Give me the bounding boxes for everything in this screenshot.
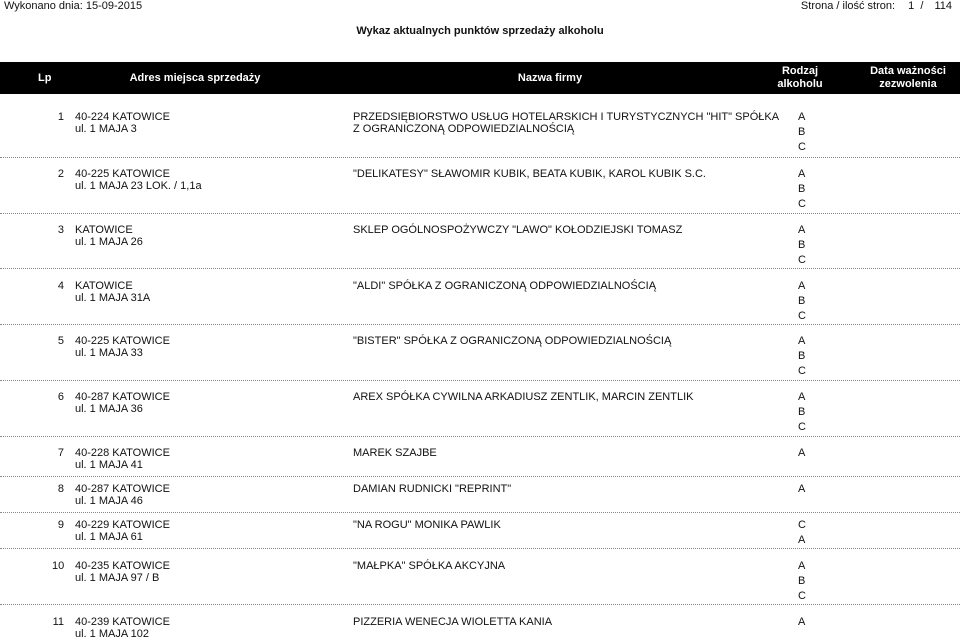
row-firm bbox=[353, 391, 693, 403]
row-firm bbox=[353, 483, 511, 495]
row-alcohol-type: C bbox=[798, 310, 806, 322]
row-lp: 6 bbox=[57, 391, 64, 403]
row-alcohol-type: A bbox=[798, 280, 806, 292]
row-alcohol-types bbox=[798, 447, 805, 462]
row-alcohol-type: A bbox=[798, 224, 806, 236]
row-firm-line1: AREX SPÓŁKA CYWILNA ARKADIUSZ ZENTLIK, MARCIN ZENTLIK bbox=[353, 391, 694, 403]
row-alcohol-types bbox=[798, 391, 806, 436]
row-alcohol-types bbox=[798, 519, 806, 549]
row-firm-line1: "NA ROGU" MONIKA PAWLIK bbox=[353, 519, 501, 531]
row-firm-line1: "ALDI" SPÓŁKA Z OGRANICZONĄ ODPOWIEDZIALNOŚCIĄ bbox=[353, 280, 657, 292]
table-header bbox=[0, 62, 960, 94]
row-address-city: 40-287 KATOWICE bbox=[75, 483, 170, 495]
row-address bbox=[75, 560, 170, 584]
row-address bbox=[75, 616, 170, 640]
row-separator bbox=[0, 512, 960, 513]
row-lp: 8 bbox=[57, 483, 64, 495]
page-label: Strona / ilość stron: bbox=[800, 0, 896, 12]
row-address-street: ul. 1 MAJA 3 bbox=[75, 123, 137, 135]
page-current: 1 bbox=[908, 0, 915, 12]
row-separator bbox=[0, 604, 960, 605]
row-alcohol-types bbox=[798, 111, 806, 156]
row-address bbox=[75, 280, 150, 304]
row-address-street: ul. 1 MAJA 41 bbox=[75, 459, 143, 471]
row-alcohol-type: B bbox=[798, 239, 806, 251]
row-alcohol-type: C bbox=[798, 519, 806, 531]
header-lp: Lp bbox=[38, 72, 52, 84]
row-address-city: 40-224 KATOWICE bbox=[75, 111, 170, 123]
row-alcohol-type: B bbox=[798, 295, 806, 307]
row-address-street: ul. 1 MAJA 31A bbox=[75, 292, 151, 304]
row-alcohol-type: C bbox=[798, 254, 806, 266]
row-lp: 11 bbox=[52, 616, 64, 628]
row-address-street: ul. 1 MAJA 97 / B bbox=[75, 572, 160, 584]
row-firm bbox=[353, 560, 505, 572]
row-separator bbox=[0, 436, 960, 437]
header-date bbox=[858, 65, 958, 90]
row-firm bbox=[353, 616, 552, 628]
row-address bbox=[75, 111, 170, 135]
row-alcohol-type: B bbox=[798, 126, 806, 138]
header-firm: Nazwa firmy bbox=[517, 72, 583, 84]
header-type-line1: Rodzaj bbox=[781, 65, 819, 77]
row-alcohol-type: A bbox=[798, 447, 806, 459]
row-address-street: ul. 1 MAJA 36 bbox=[75, 403, 143, 415]
header-type-line2: alkoholu bbox=[777, 78, 823, 90]
row-address-city: 40-228 KATOWICE bbox=[75, 447, 170, 459]
row-firm bbox=[353, 224, 682, 236]
row-firm bbox=[353, 447, 437, 459]
generated-date: Wykonano dnia: 15-09-2015 bbox=[4, 0, 143, 12]
row-separator bbox=[0, 213, 960, 214]
row-alcohol-type: B bbox=[798, 406, 806, 418]
row-address-city: 40-235 KATOWICE bbox=[75, 560, 170, 572]
row-address bbox=[75, 391, 170, 415]
row-firm bbox=[353, 111, 779, 135]
row-alcohol-type: A bbox=[798, 335, 806, 347]
row-address bbox=[75, 519, 170, 543]
row-alcohol-type: C bbox=[798, 421, 806, 433]
row-address-street: ul. 1 MAJA 33 bbox=[75, 347, 143, 359]
row-alcohol-type: A bbox=[798, 168, 806, 180]
row-address-street: ul. 1 MAJA 23 LOK. / 1,1a bbox=[75, 180, 202, 192]
row-lp: 10 bbox=[52, 560, 65, 572]
row-alcohol-type: A bbox=[798, 111, 806, 123]
row-address-city: 40-239 KATOWICE bbox=[75, 616, 170, 628]
row-address bbox=[75, 447, 170, 471]
row-firm-line1: DAMIAN RUDNICKI "REPRINT" bbox=[353, 483, 512, 495]
row-firm bbox=[353, 335, 671, 347]
row-firm-line2: Z OGRANICZONĄ ODPOWIEDZIALNOŚCIĄ bbox=[353, 123, 575, 135]
page-total: 114 bbox=[934, 0, 952, 12]
row-alcohol-type: A bbox=[798, 616, 806, 628]
row-lp: 5 bbox=[57, 335, 64, 347]
row-firm-line1: MAREK SZAJBE bbox=[353, 447, 437, 459]
row-firm bbox=[353, 280, 656, 292]
row-address-city: 40-229 KATOWICE bbox=[75, 519, 170, 531]
row-alcohol-type: B bbox=[798, 350, 806, 362]
row-alcohol-type: B bbox=[798, 575, 806, 587]
row-separator bbox=[0, 157, 960, 158]
header-date-line1: Data ważności bbox=[870, 65, 946, 77]
row-address-city: KATOWICE bbox=[75, 224, 133, 236]
row-alcohol-types bbox=[798, 335, 806, 380]
row-address-city: 40-225 KATOWICE bbox=[75, 168, 170, 180]
row-separator bbox=[0, 268, 960, 269]
row-lp: 1 bbox=[57, 111, 64, 123]
row-lp: 9 bbox=[57, 519, 64, 531]
row-alcohol-type: A bbox=[798, 560, 806, 572]
row-lp: 3 bbox=[57, 224, 64, 236]
row-alcohol-type: C bbox=[798, 365, 806, 377]
page-separator: / bbox=[920, 0, 924, 12]
row-firm-line1: "MAŁPKA" SPÓŁKA AKCYJNA bbox=[353, 560, 506, 572]
row-alcohol-types bbox=[798, 168, 806, 213]
row-alcohol-types bbox=[798, 224, 806, 269]
header-address: Adres miejsca sprzedaży bbox=[129, 72, 261, 84]
row-address bbox=[75, 335, 170, 359]
row-address-street: ul. 1 MAJA 102 bbox=[75, 628, 149, 640]
row-alcohol-type: A bbox=[798, 534, 806, 546]
row-firm-line1: PRZEDSIĘBIORSTWO USŁUG HOTELARSKICH I TURYSTYCZNYCH "HIT" SPÓŁKA bbox=[353, 111, 780, 123]
row-separator bbox=[0, 548, 960, 549]
row-separator bbox=[0, 324, 960, 325]
page-title: Wykaz aktualnych punktów sprzedaży alkoholu bbox=[356, 25, 604, 37]
page-indicator bbox=[798, 0, 952, 12]
row-address-street: ul. 1 MAJA 61 bbox=[75, 531, 143, 543]
row-firm-line1: "BISTER" SPÓŁKA Z OGRANICZONĄ ODPOWIEDZIALNOŚCIĄ bbox=[353, 335, 672, 347]
row-firm-line1: SKLEP OGÓLNOSPOŻYWCZY "LAWO" KOŁODZIEJSKI TOMASZ bbox=[353, 224, 683, 236]
row-separator bbox=[0, 476, 960, 477]
row-lp: 2 bbox=[57, 168, 64, 180]
row-alcohol-type: C bbox=[798, 141, 806, 153]
row-address-city: 40-287 KATOWICE bbox=[75, 391, 170, 403]
row-lp: 4 bbox=[57, 280, 64, 292]
row-address-city: KATOWICE bbox=[75, 280, 133, 292]
row-address bbox=[75, 483, 170, 507]
row-alcohol-types bbox=[798, 280, 806, 325]
row-firm-line1: "DELIKATESY" SŁAWOMIR KUBIK, BEATA KUBIK, KAROL KUBIK S.C. bbox=[353, 168, 706, 180]
row-alcohol-type: C bbox=[798, 590, 806, 602]
row-alcohol-type: B bbox=[798, 183, 806, 195]
row-alcohol-type: A bbox=[798, 483, 806, 495]
row-address-street: ul. 1 MAJA 46 bbox=[75, 495, 143, 507]
row-alcohol-types bbox=[798, 483, 805, 498]
header-date-line2: zezwolenia bbox=[879, 78, 937, 90]
row-alcohol-types bbox=[798, 560, 806, 605]
row-address-city: 40-225 KATOWICE bbox=[75, 335, 170, 347]
row-address-street: ul. 1 MAJA 26 bbox=[75, 236, 143, 248]
header-type bbox=[770, 65, 830, 90]
row-lp: 7 bbox=[57, 447, 64, 459]
row-alcohol-type: A bbox=[798, 391, 806, 403]
row-firm-line1: PIZZERIA WENECJA WIOLETTA KANIA bbox=[353, 616, 553, 628]
row-address bbox=[75, 168, 202, 192]
row-alcohol-type: C bbox=[798, 198, 806, 210]
row-alcohol-types bbox=[798, 616, 805, 631]
row-firm bbox=[353, 168, 706, 180]
row-firm bbox=[353, 519, 501, 531]
row-address bbox=[75, 224, 143, 248]
row-separator bbox=[0, 380, 960, 381]
